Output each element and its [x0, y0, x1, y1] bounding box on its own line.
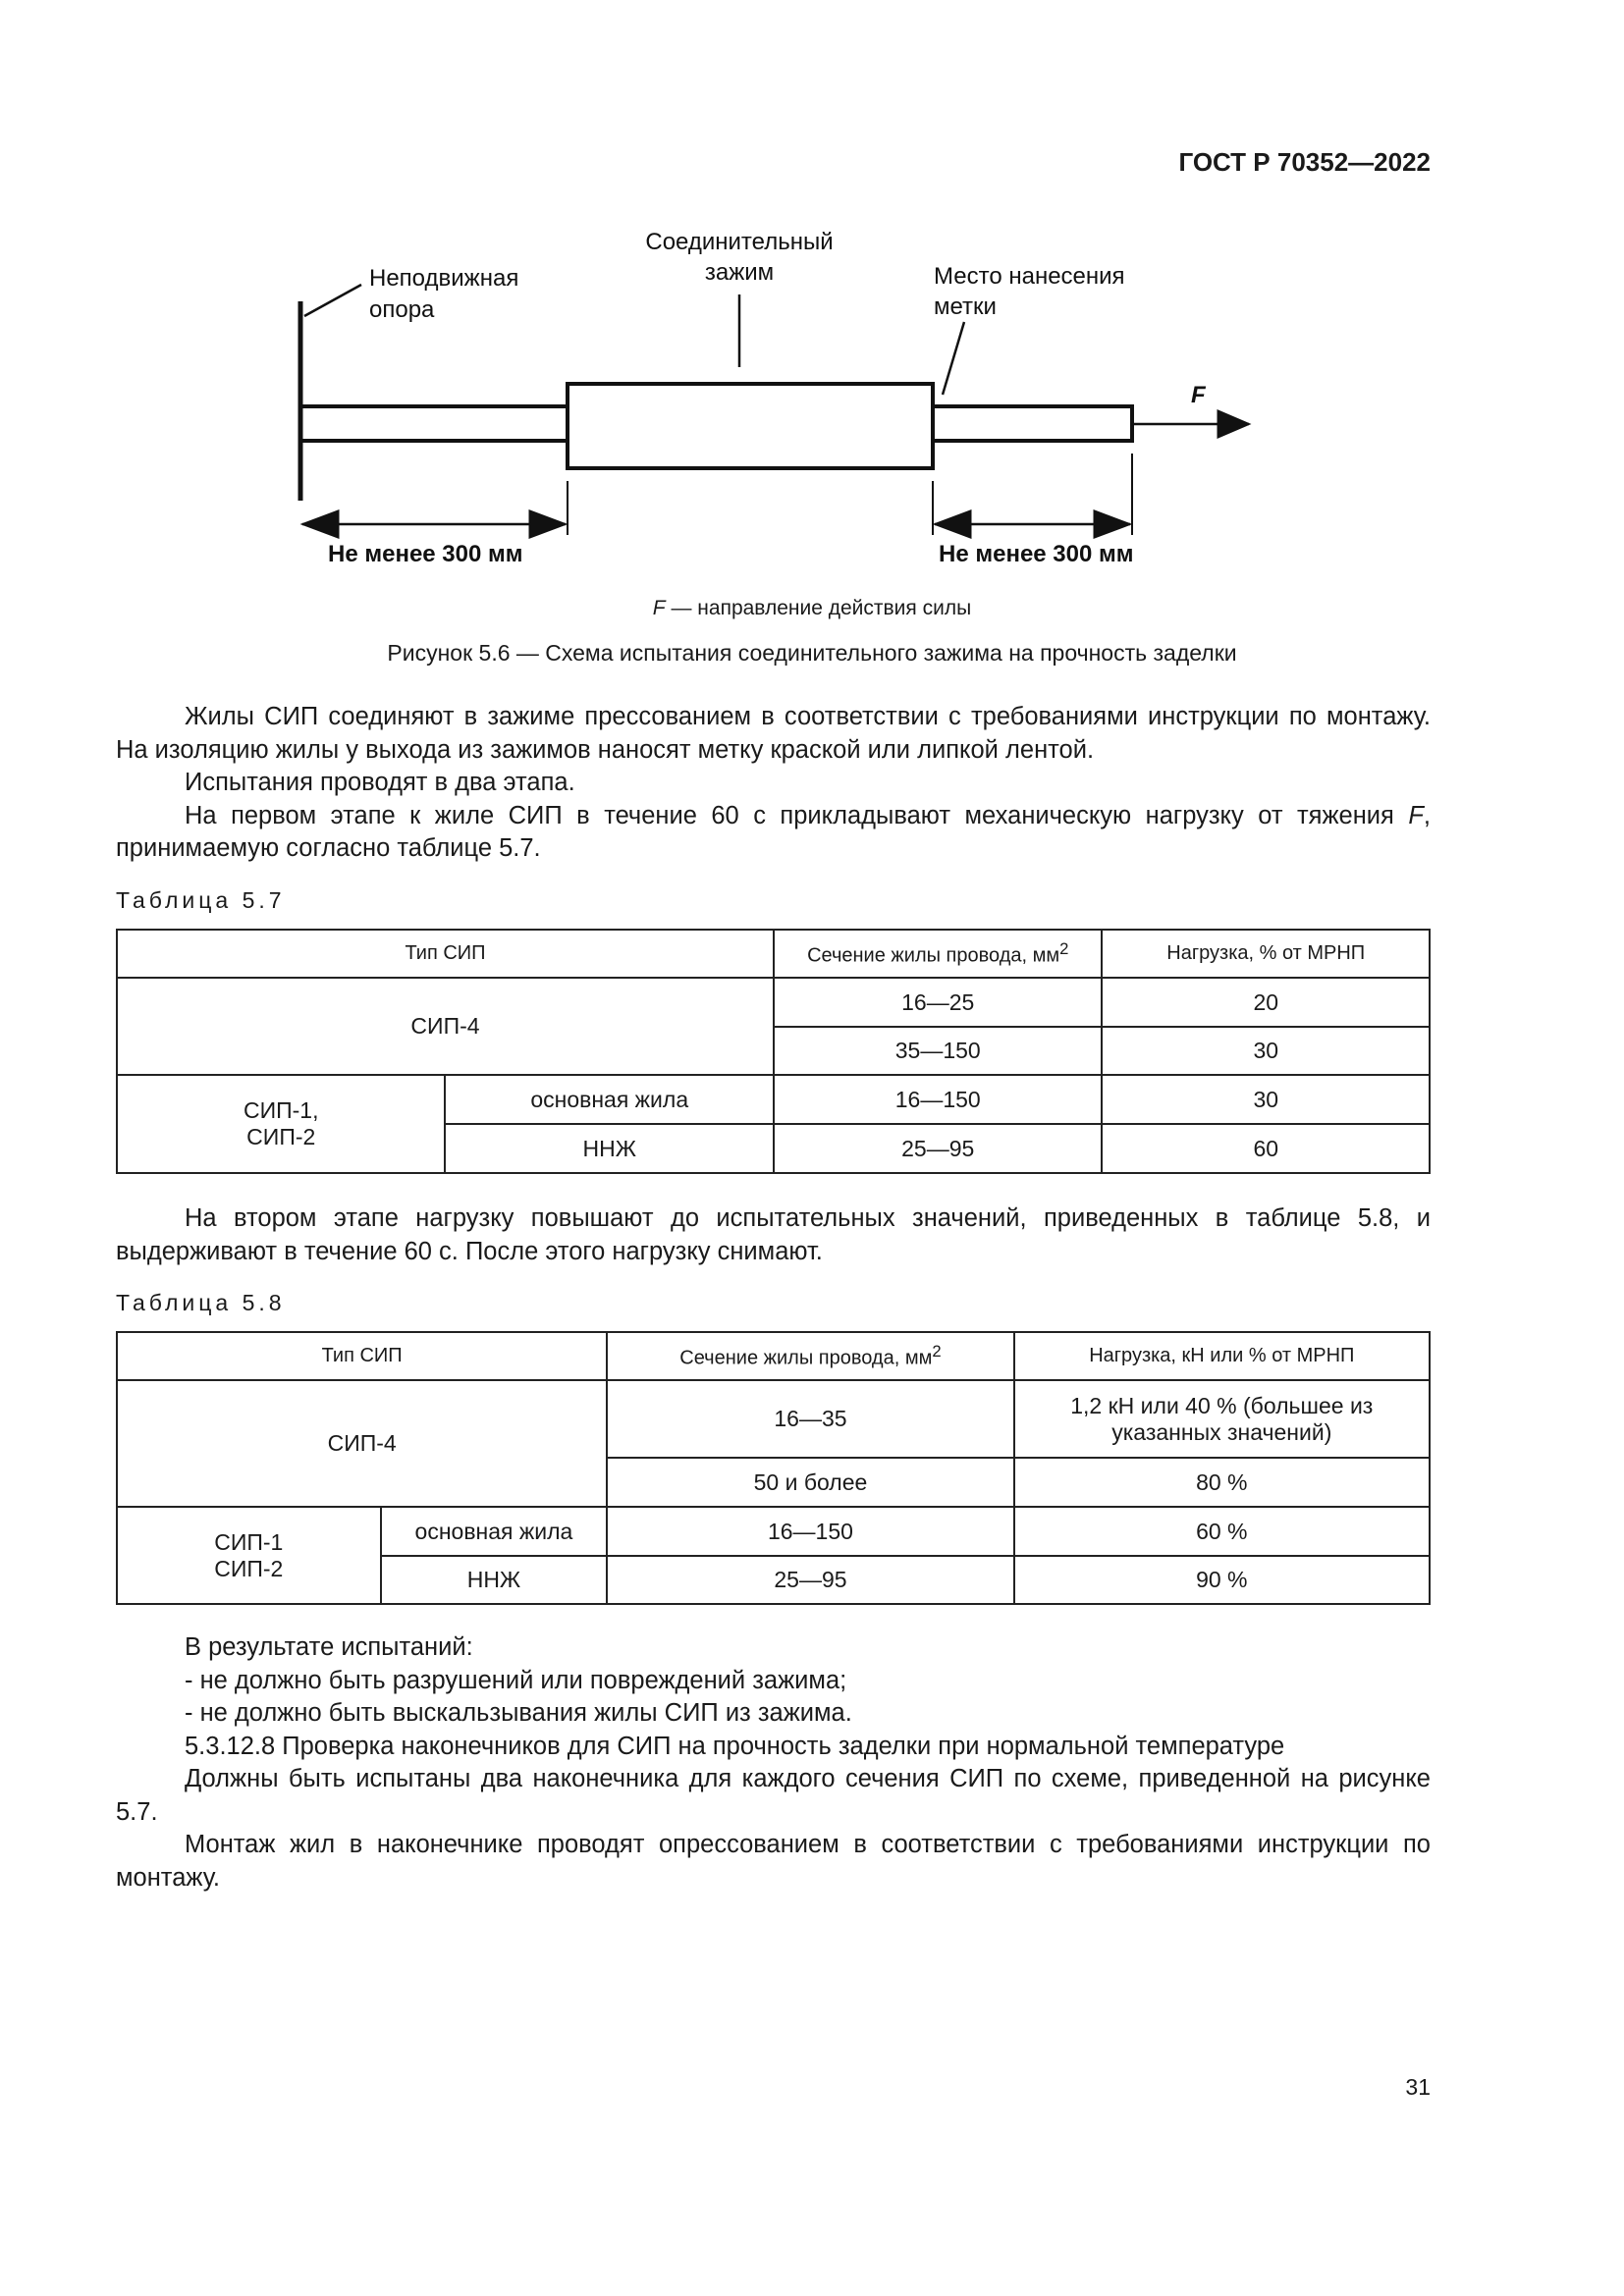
table-5-7 [116, 929, 1431, 1174]
cell-main-core: основная жила [381, 1507, 608, 1556]
paragraph: Испытания проводят в два этапа. [185, 769, 575, 796]
label-mark-2: метки [934, 294, 997, 320]
table-cell: 1,2 кН или 40 % (большее из указанных значений) [1014, 1380, 1430, 1458]
paragraph: На втором этапе нагрузку повышают до испытательных значений, приведенных в таблице 5.8, и выдерживают в течение 60 с. После этого нагрузку снимают. [116, 1204, 1431, 1265]
cell-main-core: основная жила [445, 1075, 774, 1124]
table-cell: 80 % [1014, 1458, 1430, 1507]
figure-caption: Рисунок 5.6 — Схема испытания соединительного зажима на прочность заделки [387, 640, 1237, 666]
label-mark-1: Место нанесения [934, 263, 1125, 290]
table-5-8-label: Таблица 5.8 [116, 1290, 286, 1315]
text-block-2 [116, 1202, 1431, 1268]
table-cell: 16—150 [607, 1507, 1013, 1556]
cell-sip12: СИП-1, СИП-2 [117, 1075, 445, 1173]
header-type: Тип СИП [117, 930, 774, 978]
paragraph: Монтаж жил в наконечнике проводят опрессованием в соответствии с требованиями инструкции по монтажу. [116, 1831, 1431, 1892]
table-cell: 60 % [1014, 1507, 1430, 1556]
table-cell: 16—150 [774, 1075, 1102, 1124]
dimension-right-label: Не менее 300 мм [939, 541, 1134, 567]
text-block-1 [116, 701, 1431, 866]
dimension-left-label: Не менее 300 мм [328, 541, 523, 567]
table-cell: 35—150 [774, 1027, 1102, 1075]
section-heading: 5.3.12.8 Проверка наконечников для СИП на прочность заделки при нормальной температуре [185, 1732, 1285, 1760]
label-support-2: опора [369, 296, 435, 323]
cell-sip4: СИП-4 [117, 1380, 607, 1507]
table-5-8 [116, 1331, 1431, 1605]
list-item: - не должно быть разрушений или повреждений зажима; [185, 1666, 847, 1694]
table-5-7-label: Таблица 5.7 [116, 887, 286, 913]
paragraph: В результате испытаний: [185, 1633, 473, 1661]
test-scheme-diagram [0, 0, 1624, 589]
label-clamp-1: Соединительный [645, 229, 834, 255]
table-cell: 50 и более [607, 1458, 1013, 1507]
support-leader [304, 285, 361, 316]
table-cell: 16—35 [607, 1380, 1013, 1458]
header-section: Сечение жилы провода, $мм^2$ [774, 930, 1102, 978]
table-cell: 16—25 [774, 978, 1102, 1027]
page-number: 31 [1405, 2074, 1431, 2100]
table-cell: 60 [1102, 1124, 1430, 1173]
paragraph: Должны быть испытаны два наконечника для каждого сечения СИП по схеме, приведенной на рисунке 5.7. [116, 1765, 1431, 1826]
table-cell: 90 % [1014, 1556, 1430, 1604]
cell-nnzh: ННЖ [445, 1124, 774, 1173]
paragraph: Жилы СИП соединяют в зажиме прессованием в соответствии с требованиями инструкции по монтажу. На изоляцию жилы у выхода из зажимов наносят метку краской или липкой лентой. [116, 703, 1431, 764]
paragraph: На первом этапе к жиле СИП в течение 60 с прикладывают механическую нагрузку от тяжения F, принимаемую согласно таблице 5.7. [116, 801, 1431, 862]
table-cell: 25—95 [607, 1556, 1013, 1604]
right-wire [933, 406, 1132, 441]
table-cell: 25—95 [774, 1124, 1102, 1173]
mark-leader [943, 322, 964, 395]
header-load: Нагрузка, % от МРНП [1102, 930, 1430, 978]
document-code: ГОСТ Р 70352—2022 [1178, 147, 1431, 177]
label-support-1: Неподвижная [369, 265, 519, 292]
label-clamp-2: зажим [704, 259, 775, 286]
header-type: Тип СИП [117, 1332, 607, 1380]
table-cell: 20 [1102, 978, 1430, 1027]
table-cell: 30 [1102, 1075, 1430, 1124]
cell-nnzh: ННЖ [381, 1556, 608, 1604]
label-force: F [1191, 382, 1206, 408]
connecting-clamp [568, 384, 933, 468]
figure-legend: F — направление действия силы [652, 597, 972, 619]
header-section: Сечение жилы провода, $мм^2$ [607, 1332, 1013, 1380]
list-item: - не должно быть выскальзывания жилы СИП из зажима. [185, 1699, 852, 1727]
cell-sip12: СИП-1 СИП-2 [117, 1507, 381, 1604]
cell-sip4: СИП-4 [117, 978, 774, 1075]
table-cell: 30 [1102, 1027, 1430, 1075]
left-wire [300, 406, 568, 441]
header-load: Нагрузка, кН или % от МРНП [1014, 1332, 1430, 1380]
text-block-3 [116, 1631, 1431, 1895]
